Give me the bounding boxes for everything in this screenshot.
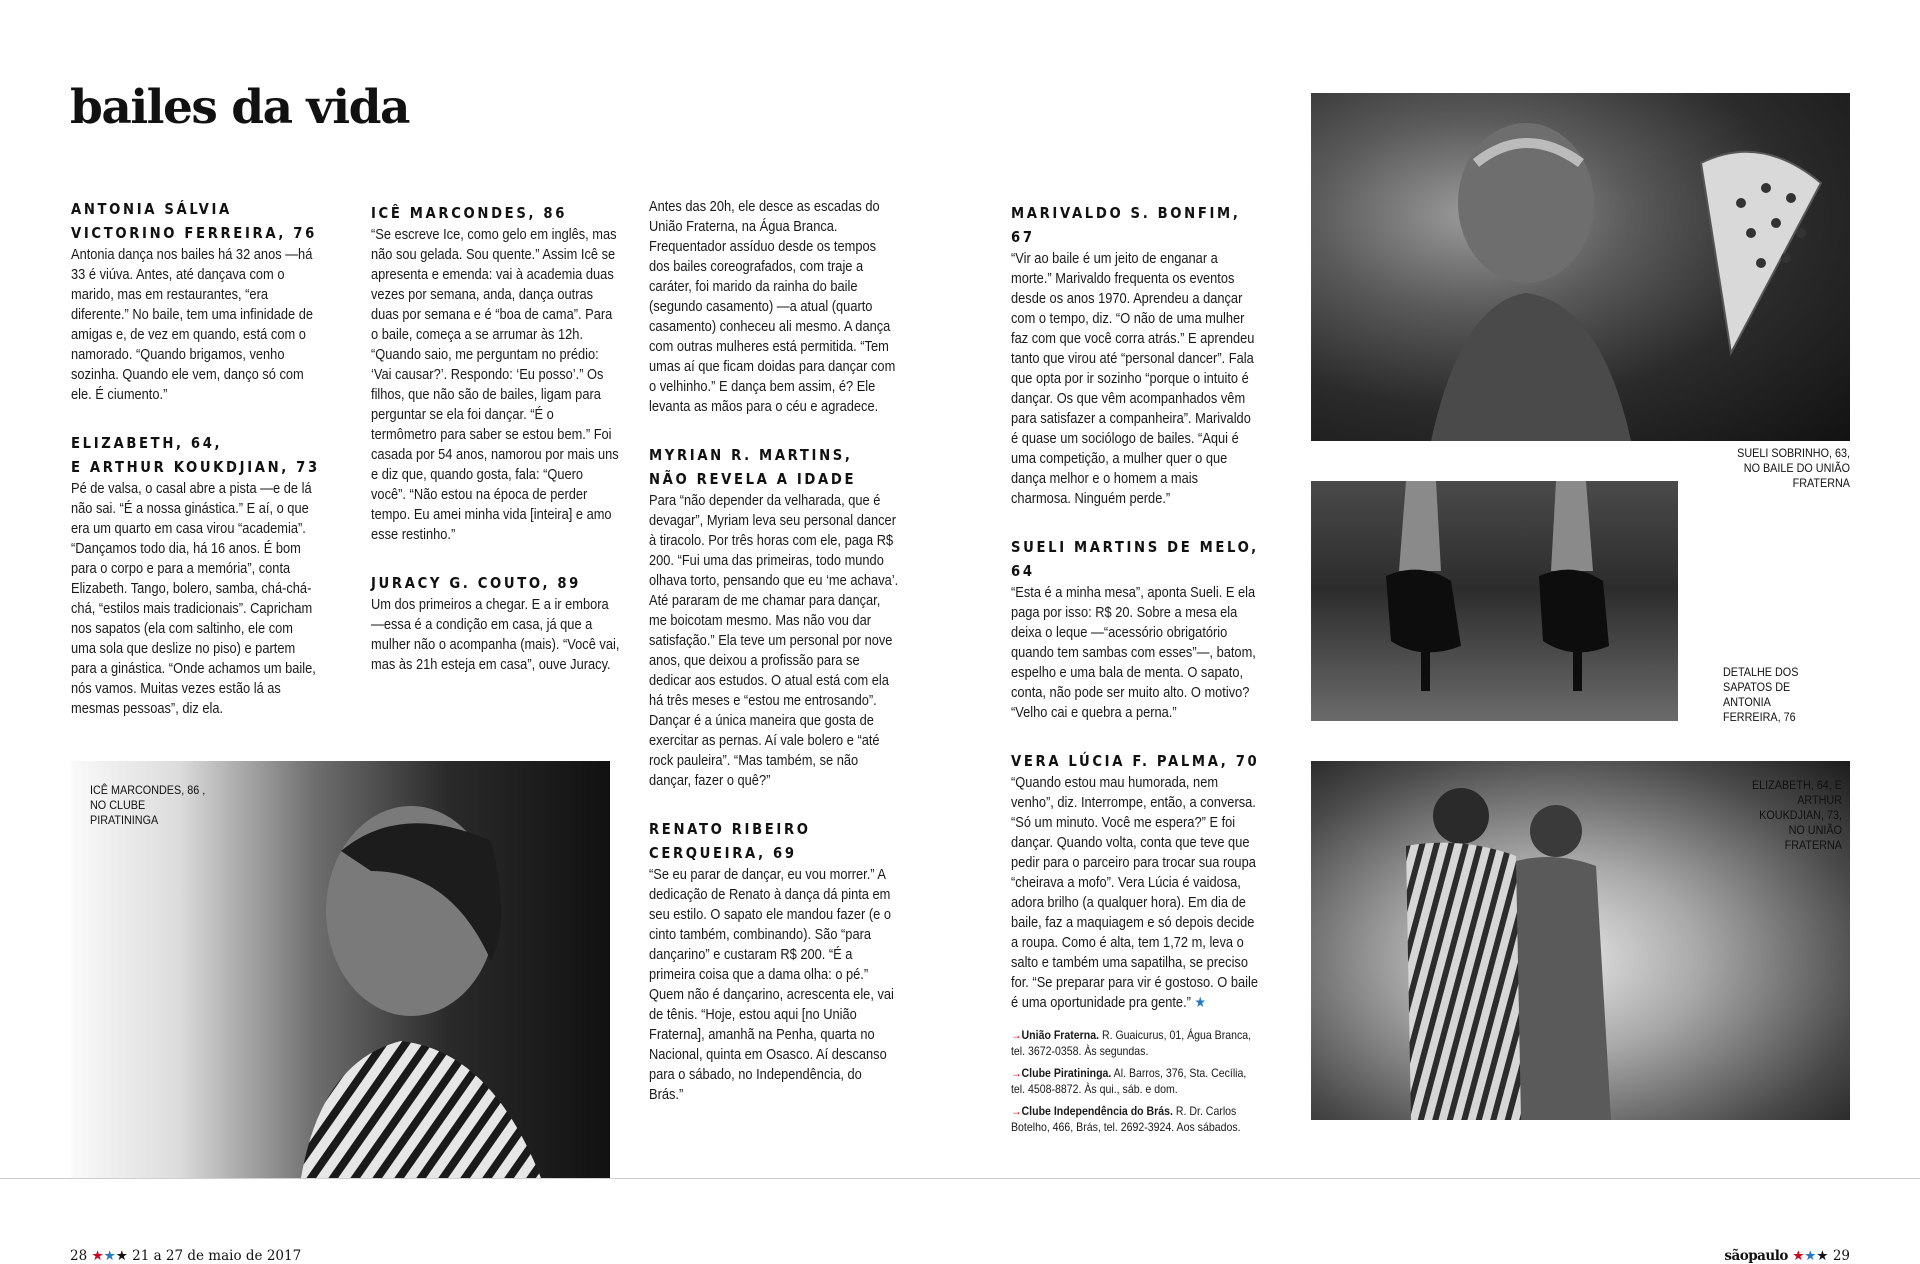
profile-text-marivaldo: “Vir ao baile é um jeito de enganar a morte.” Marivaldo frequenta os eventos desde os anos 1970. Aprendeu a dançar com o tempo, diz. “O não de uma mulher faz com que você corra atrás.” E aprendeu tanto que virou até “personal dancer”. Fala que opta por ir sozinho “porque o intuito é dançar. Os que vêm acompanhados vêm para satisfazer a companheira”. Marivaldo é quase um sociólogo de bailes. “Aqui é uma competição, a mulher quer o que dança melhor e o homem a mais charmosa. Ninguém perde.” [1011,251,1255,507]
arrow-right-icon: → [1011,1066,1022,1080]
magazine-brand: sãopaulo [1724,1248,1788,1264]
profile-text-vera [1011,773,1261,1013]
profile-text-sueli: “Esta é a minha mesa”, aponta Sueli. E ela paga por isso: R$ 20. Sobre a mesa ela deixa o leque —“acessório obrigatório quando tem sambas com esses”—, batom, espelho e uma bala de menta. O sapato, conta, não pode ser muito alto. O motivo? “Velho cai e quebra a perna.” [1011,585,1256,721]
photo-shoes-illustration [1311,481,1678,721]
profile-text-antonia: Antonia dança nos bailes há 32 anos —há 33 é viúva. Antes, até dançava com o marido, mas em restaurantes, “era diferente.” No baile, tem uma infinidade de amigas e, de vez em quando, está com o namorado. “Quando brigamos, venho sozinha. Quando ele vem, danço só com ele. É ciumento.” [71,247,314,403]
folio-right [1724,1248,1850,1264]
article-column-3 [649,197,899,1131]
caption-ice: ICÊ MARCONDES, 86 , NO CLUBE PIRATININGA [90,783,206,827]
vera-text: “Quando estou mau humorada, nem venho”, diz. Interrompe, então, a conversa. “Só um minuto. Você me espera?” E foi dançar. Quando volta, conta que teve que pedir para o parceiro para trocar sua roupa “cheirava a mofo”. Vera Lúcia é vaidosa, adora brilho (a qualquer hora). Em dia de baile, faz a maquiagem e só depois decide a roupa. Como é alta, tem 1,72 m, leva o salto e também uma sapatilha, se preciso for. “Se preparar para vir é gostoso. O baile é uma oportunidade pra gente.” [1011,775,1258,1011]
black-star-icon: ★ [1816,1248,1829,1264]
photo-sueli-illustration [1311,93,1850,441]
caption-elizabeth-arthur: ELIZABETH, 64, E ARTHUR KOUKDJIAN, 73, NO UNIÃO FRATERNA [1751,778,1842,852]
heading-line: E ARTHUR KOUKDJIAN, 73 [71,458,320,476]
heading-line: MYRIAN R. MARTINS, [649,446,853,464]
profile-heading-juracy: JURACY G. COUTO, 89 [371,574,582,592]
profile-heading-elizabeth [71,431,321,479]
listing-name: Clube Independência do Brás. [1021,1104,1173,1118]
profile-text-ice: “Se escreve Ice, como gelo em inglês, mas não sou gelada. Sou quente.” Assim Icê se apresenta e emenda: vai à academia duas vezes por semana, anda, dança outras duas por semana e é “boa de cama”. Para o baile, começa a se arrumar às 12h. “Quando saio, me perguntam no prédio: ‘Vai causar?’. Respondo: ‘Eu posso’.” Os filhos, que não são de bailes, ligam para perguntar se ela foi dançar. “É o termômetro para saber se estou bem.” Foi casada por 54 anos, namorou por mais uns e diz que, quando gosta, fala: “Quero você”. “Não estou na época de perder tempo. Eu amei minha vida [inteira] e amo esse restinho.” [371,227,619,543]
profile-heading-vera: VERA LÚCIA F. PALMA, 70 [1011,752,1260,770]
heading-line: ELIZABETH, 64, [71,434,223,452]
article-column-2 [371,201,621,701]
heading-line: VICTORINO FERREIRA, 76 [71,224,317,242]
profile-heading-antonia [71,197,321,245]
listing-clube-piratininga [1011,1065,1261,1097]
heading-line: RENATO RIBEIRO [649,820,811,838]
profile-text-juracy: Um dos primeiros a chegar. E a ir embora —essa é a condição em casa, já que a mulher não o acompanha (mais). “Você vai, mas às 21h esteja em casa”, ouve Juracy. [371,597,620,673]
profile-text-juracy-continued: Antes das 20h, ele desce as escadas do União Fraterna, na Água Branca. Frequentador assíduo desde os tempos dos bailes coreografados, com traje a caráter, foi marido da rainha do baile (segundo casamento) —a atual (quarto casamento) conheceu ali mesmo. A dança com outras mulheres está permitida. “Tem umas aí que ficam doidas para dançar com o velhinho.” E dança bem assim, é? Ele levanta as mãos para o céu e agradece. [649,199,896,415]
listing-uniao-fraterna [1011,1027,1261,1059]
page-number-left: 28 [70,1248,88,1264]
profile-text-elizabeth: Pé de valsa, o casal abre a pista —e de lá não sai. “É a nossa ginástica.” E aí, o que era um quarto em casa virou “academia”. “Dançamos todo dia, há 16 anos. É bom para o corpo e para a memória”, conta Elizabeth. Tango, bolero, samba, chá-chá-chá, “estilos mais tradicionais”. Capricham nos sapatos (ela com saltinho, ele com uma sola que deslize no piso) e partem para a ginástica. “Onde achamos um baile, nós vamos. Muitas vezes estão lá as mesmas pessoas”, diz ela. [71,481,316,717]
arrow-right-icon: → [1011,1028,1022,1042]
footer-divider [0,1178,1920,1179]
page-number-right: 29 [1832,1248,1850,1264]
issue-date: 21 a 27 de maio de 2017 [132,1248,302,1264]
red-star-icon: ★ [1792,1248,1805,1264]
black-star-icon: ★ [115,1248,128,1264]
heading-line: CERQUEIRA, 69 [649,844,797,862]
photo-shoes-detail [1311,481,1678,721]
listing-clube-independencia [1011,1103,1261,1135]
photo-sueli-fan [1311,93,1850,441]
article-column-4 [1011,201,1261,1141]
listing-detail: R. Dr. Carlos Botelho, 466, Brás, tel. 2692-3924. Aos sábados. [1011,1104,1241,1134]
arrow-right-icon: → [1011,1104,1022,1118]
page-title: bailes da vida [70,80,409,135]
profile-heading-sueli: SUELI MARTINS DE MELO, 64 [1011,538,1259,580]
article-column-1 [71,197,321,745]
listing-detail: Al. Barros, 376, Sta. Cecília, tel. 4508-8872. Às qui., sáb. e dom. [1011,1066,1247,1096]
profile-text-renato: “Se eu parar de dançar, eu vou morrer.” A dedicação de Renato à dança dá pinta em seu estilo. O sapato ele mandou fazer (e o cinto também, combinando). São “para dançarino” e custaram R$ 200. “É a primeira coisa que a dama olha: o pé.” Quem não é dançarino, acrescenta ele, vai de tênis. “Hoje, estou aqui [no União Fraterna], amanhã na Penha, quarta no Nacional, quinta em Osasco. Aí descanso para o sábado, no Independência, do Brás.” [649,867,894,1103]
heading-line: ANTONIA SÁLVIA [71,200,232,218]
profile-heading-ice: ICÊ MARCONDES, 86 [371,204,568,222]
caption-shoes-detail: DETALHE DOS SAPATOS DE ANTONIA FERREIRA, 76 [1723,665,1799,724]
profile-heading-renato [649,817,899,865]
heading-line: NÃO REVELA A IDADE [649,470,857,488]
profile-heading-marivaldo: MARIVALDO S. BONFIM, 67 [1011,204,1241,246]
caption-sueli: SUELI SOBRINHO, 63, NO BAILE DO UNIÃO FRATERNA [1737,446,1850,490]
blue-star-icon: ★ [1804,1248,1817,1264]
end-star-icon: ★ [1194,995,1207,1011]
blue-star-icon: ★ [103,1248,116,1264]
profile-text-myrian: Para “não depender da velharada, que é devagar”, Myriam leva seu personal dancer à tiracolo. Por três horas com ele, paga R$ 200. “Fui uma das primeiras, todo mundo olhava torto, pensando que eu ‘me achava’. Até pararam de me chamar para dançar, me boicotam mesmo. Mas não vou dar satisfação.” Ela teve um personal por nove anos, que deixou a profissão para se dedicar aos estudos. O atual está com ela há três meses e “estou me entrosando”. Dançar é a única maneira que gosta de exercitar as pernas. Aí vale bolero e “até rock pauleira”. “Mas também, se não dançar, fazer o quê?” [649,493,899,789]
profile-heading-myrian [649,443,899,491]
listing-name: União Fraterna. [1021,1028,1100,1042]
listing-name: Clube Piratininga. [1021,1066,1112,1080]
folio-left [70,1248,301,1264]
listing-detail: R. Guaicurus, 01, Água Branca, tel. 3672-0358. Às segundas. [1011,1028,1252,1058]
red-star-icon: ★ [91,1248,104,1264]
